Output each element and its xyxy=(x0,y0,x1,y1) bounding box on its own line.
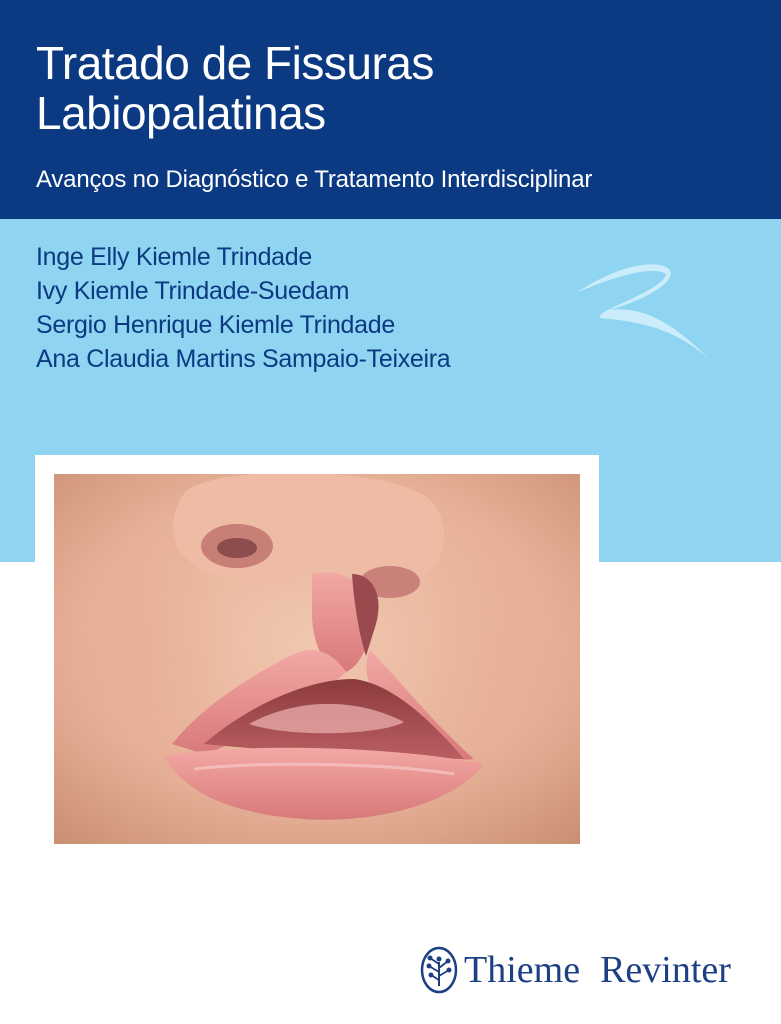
cover-header xyxy=(0,0,781,219)
cleft-lip-photo xyxy=(54,474,580,844)
author-name: Ivy Kiemle Trindade-Suedam xyxy=(36,277,350,305)
revinter-swoosh-icon xyxy=(570,240,720,360)
publisher-imprint: Revinter xyxy=(600,949,731,991)
publisher-block xyxy=(420,942,731,998)
book-subtitle: Avanços no Diagnóstico e Tratamento Interdisciplinar xyxy=(36,166,593,193)
book-title-line-1: Tratado de Fissuras xyxy=(36,37,434,89)
thieme-tree-logo-icon xyxy=(420,946,458,994)
publisher-name: Thieme xyxy=(464,949,581,991)
book-title xyxy=(36,38,434,138)
author-name: Ana Claudia Martins Sampaio-Teixeira xyxy=(36,345,451,373)
author-name: Inge Elly Kiemle Trindade xyxy=(36,243,312,271)
author-name: Sergio Henrique Kiemle Trindade xyxy=(36,311,395,339)
author-list xyxy=(36,240,450,376)
book-title-line-2: Labiopalatinas xyxy=(36,87,326,139)
